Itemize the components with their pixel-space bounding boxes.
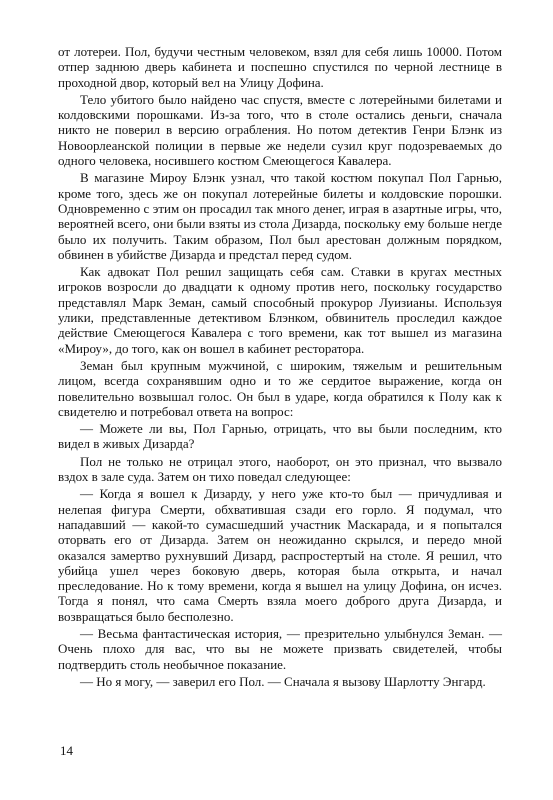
paragraph-6: — Можете ли вы, Пол Гарнью, отрицать, что вы были последним, кто видел в живых Дизарда? [58, 421, 502, 452]
paragraph-3: В магазине Мироу Блэнк узнал, что такой костюм покупал Пол Гарнью, кроме того, здесь же он покупал лотерейные билеты и колдовские порошки. Одновременно с этим он просадил так много денег, играя в азартные игры, что, вероятней всего, они были взяты из стола Дизарда, поскольку ему больше негде было их получить. Таким образом, Пол был арестован должным порядком, обвинен в убийстве Дизарда и предстал перед судом. [58, 170, 502, 262]
paragraph-9: — Весьма фантастическая история, — презрительно улыбнулся Земан. — Очень плохо для вас, что вы не можете призвать свидетелей, чтобы подтвердить столь необычное показание. [58, 625, 502, 672]
paragraph-7: Пол не только не отрицал этого, наоборот, он это признал, что вызвало вздох в зале суда. Затем он тихо поведал следующее: [58, 453, 502, 485]
book-page-text [58, 44, 502, 691]
paragraph-8: — Когда я вошел к Дизарду, у него уже кто-то был — причудливая и нелепая фигура Смерти, обхватившая сзади его горло. Я подумал, что нападавший — какой-то сумасшедший участник Маскарада, и я попытался оторвать его от Дизарда. Затем он неожиданно скрылся, и передо мной оказался замертво рухнувший Дизард, распростертый на столе. Я решил, что убийца ушел через боковую дверь, которая была открыта, и начал преследование. Но к тому времени, когда я вышел на улицу Дофина, он исчез. Тогда я понял, что сама Смерть взяла моего доброго друга Дизарда, и возвращаться было бесполезно. [58, 486, 502, 624]
paragraph-1: от лотереи. Пол, будучи честным человеком, взял для себя лишь 10000. Потом отпер заднюю дверь кабинета и поспешно спустился по черной лестнице в проходной двор, который вел на Улицу Дофина. [58, 44, 502, 90]
paragraph-10: — Но я могу, — заверил его Пол. — Сначала я вызову Шарлотту Энгард. [80, 673, 486, 689]
paragraph-2: Тело убитого было найдено час спустя, вместе с лотерейными билетами и колдовскими порошками. Из-за того, что в столе остались деньги, сначала никто не поверил в версию ограбления. Но потом детектив Генри Блэнк из Новоорлеанской полиции в первые же недели сузил круг подозреваемых до одного человека, носившего костюм Смеющегося Кавалера. [58, 91, 502, 169]
paragraph-5: Земан был крупным мужчиной, с широким, тяжелым и решительным лицом, всегда сохранявшим одно и то же сердитое выражение, когда он повелительно возвышал голос. Он был в ударе, когда обратился к Полу как к свидетелю и потребовал ответа на вопрос: [58, 357, 502, 419]
paragraph-4: Как адвокат Пол решил защищать себя сам. Ставки в кругах местных игроков возросли до двадцати к одному против него, поскольку государство представлял Марк Земан, самый способный прокурор Луизианы. Используя улики, представленные детективом Блэнком, обвинитель проследил каждое действие Смеющегося Кавалера с того времени, как тот вышел из магазина «Мироу», до того, как он вошел в кабинет ресторатора. [58, 264, 502, 356]
page-number: 14 [60, 743, 73, 758]
